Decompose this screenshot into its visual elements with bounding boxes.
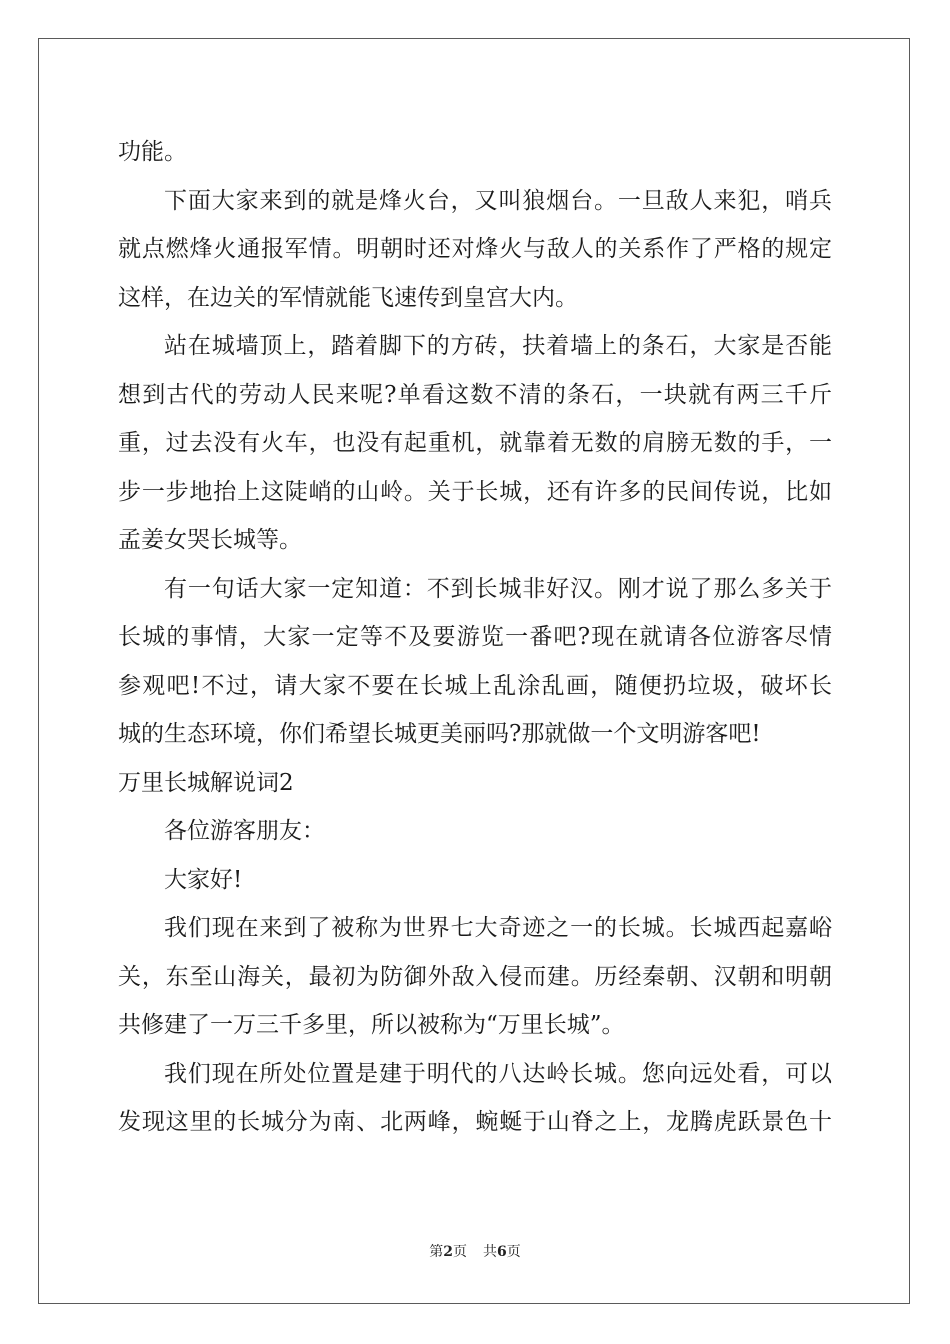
page-number-suffix: 页	[453, 1244, 467, 1260]
page-footer	[0, 1241, 950, 1261]
text-line: 长城的事情，大家一定等不及要游览一番吧?现在就请各位游客尽情	[118, 624, 832, 650]
text-line: 大家好!	[164, 866, 243, 893]
text-line: 有一句话大家一定知道：不到长城非好汉。刚才说了那么多关于	[164, 575, 832, 602]
text-line: 共修建了一万三千多里，所以被称为“万里长城”。	[118, 1012, 625, 1038]
text-line: 孟姜女哭长城等。	[118, 527, 302, 553]
page-number: 2	[443, 1244, 453, 1260]
text-line: 站在城墙顶上，踏着脚下的方砖，扶着墙上的条石，大家是否能	[164, 333, 832, 359]
text-line: 想到古代的劳动人民来呢?单看这数不清的条石，一块就有两三千斤	[118, 381, 832, 408]
section-heading: 万里长城解说词2	[118, 769, 294, 796]
text-line: 我们现在所处位置是建于明代的八达岭长城。您向远处看，可以	[164, 1060, 832, 1087]
text-line: 下面大家来到的就是烽火台，又叫狼烟台。一旦敌人来犯，哨兵	[164, 187, 832, 214]
total-pages-prefix: 共	[483, 1244, 497, 1260]
text-line: 步一步地抬上这陡峭的山岭。关于长城，还有许多的民间传说，比如	[118, 478, 832, 505]
text-line: 发现这里的长城分为南、北两峰，蜿蜒于山脊之上，龙腾虎跃景色十	[118, 1109, 832, 1135]
text-line: 参观吧!不过，请大家不要在长城上乱涂乱画，随便扔垃圾，破坏长	[118, 672, 832, 699]
total-pages: 6	[497, 1244, 507, 1260]
document-body	[118, 128, 832, 1147]
text-line: 这样，在边关的军情就能飞速传到皇宫大内。	[118, 284, 578, 311]
text-line: 重，过去没有火车，也没有起重机，就靠着无数的肩膀无数的手，一	[118, 430, 832, 456]
text-line: 功能。	[118, 139, 187, 165]
text-line: 城的生态环境，你们希望长城更美丽吗?那就做一个文明游客吧!	[118, 721, 761, 747]
page-number-prefix: 第	[429, 1244, 444, 1260]
text-line: 就点燃烽火通报军情。明朝时还对烽火与敌人的关系作了严格的规定	[118, 236, 832, 262]
text-line: 我们现在来到了被称为世界七大奇迹之一的长城。长城西起嘉峪	[164, 915, 832, 941]
text-line: 各位游客朋友：	[164, 818, 325, 844]
total-pages-suffix: 页	[506, 1244, 521, 1260]
text-line: 关，东至山海关，最初为防御外敌入侵而建。历经秦朝、汉朝和明朝	[118, 963, 832, 990]
